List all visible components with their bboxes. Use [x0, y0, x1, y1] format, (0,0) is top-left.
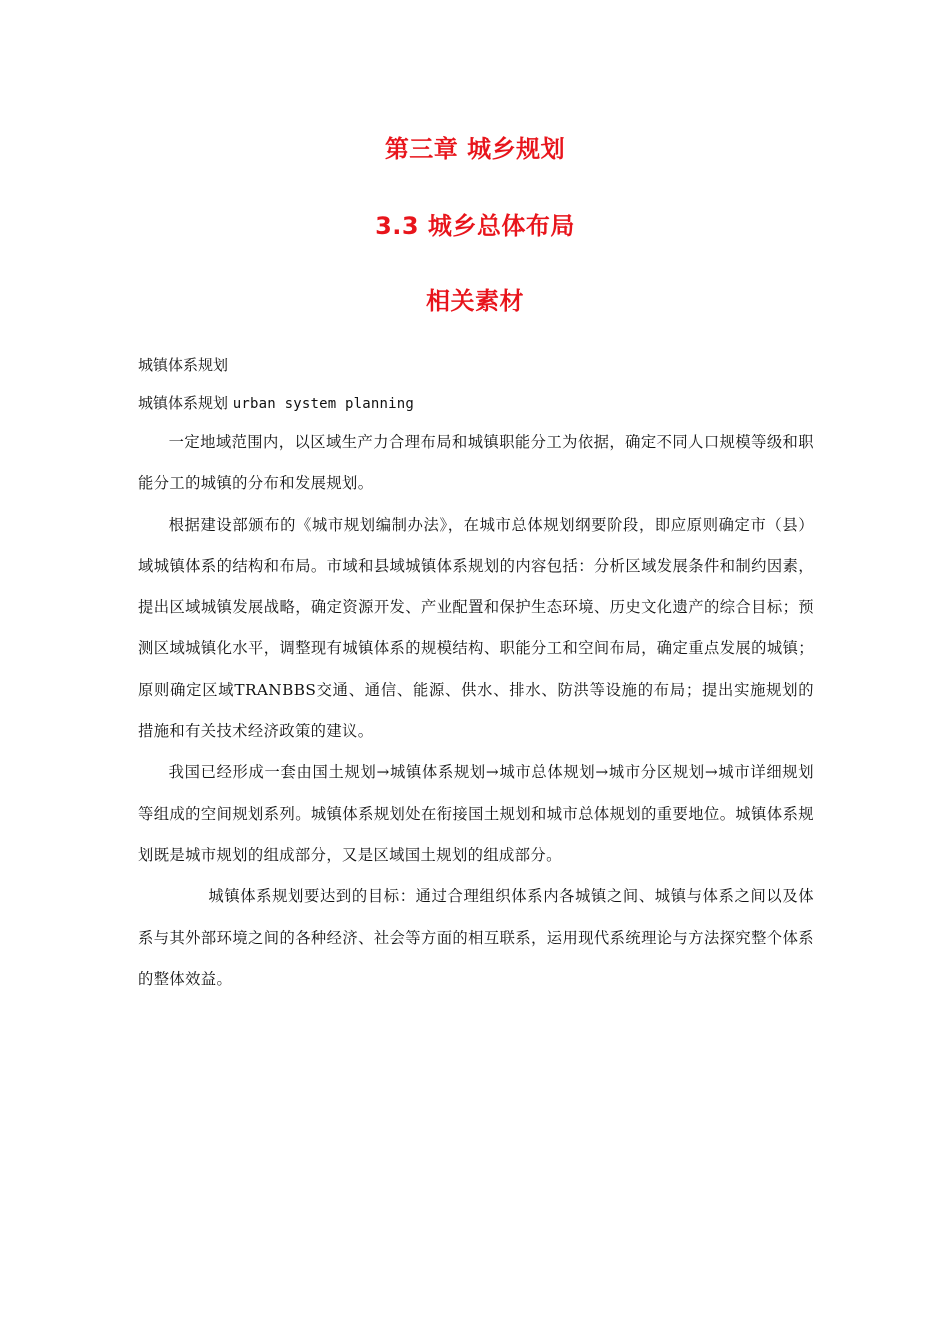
materials-title: 相关素材 — [426, 287, 524, 315]
chapter-title: 第三章 城乡规划 — [384, 135, 566, 163]
paragraph-goal: 城镇体系规划要达到的目标：通过合理组织体系内各城镇之间、城镇与体系之间以及体系与其外部环境之间的各种经济、社会等方面的相互联系，运用现代系统理论与方法探究整个体系的整体效益。 — [138, 887, 814, 988]
section-title: 3.3 城乡总体布局 — [375, 212, 575, 240]
paragraph-definition: 一定地域范围内，以区域生产力合理布局和城镇职能分工为依据，确定不同人口规模等级和职能分工的城镇的分布和发展规划。 — [138, 433, 814, 493]
term-chinese: 城镇体系规划 — [138, 394, 229, 412]
term-line — [138, 384, 814, 422]
topic-line: 城镇体系规划 — [138, 356, 229, 374]
term-english: urban system planning — [232, 396, 414, 412]
paragraph-content: 根据建设部颁布的《城市规划编制办法》，在城市总体规划纲要阶段，即应原则确定市（县）域城镇体系的结构和布局。市域和县域城镇体系规划的内容包括：分析区域发展条件和制约因素，提出区域城镇发展战略，确定资源开发、产业配置和保护生态环境、历史文化遗产的综合目标；预测区域城镇化水平，调整现有城镇体系的规模结构、职能分工和空间布局，确定重点发展的城镇；原则确定区域TRANBBS交通、通信、能源、供水、排水、防洪等设施的布局；提出实施规划的措施和有关技术经济政策的建议。 — [138, 515, 814, 741]
body-text — [138, 346, 814, 1000]
paragraph-system: 我国已经形成一套由国土规划→城镇体系规划→城市总体规划→城市分区规划→城市详细规划等组成的空间规划系列。城镇体系规划处在衔接国土规划和城市总体规划的重要地位。城镇体系规划既是城市规划的组成部分，又是区域国土规划的组成部分。 — [138, 763, 814, 864]
